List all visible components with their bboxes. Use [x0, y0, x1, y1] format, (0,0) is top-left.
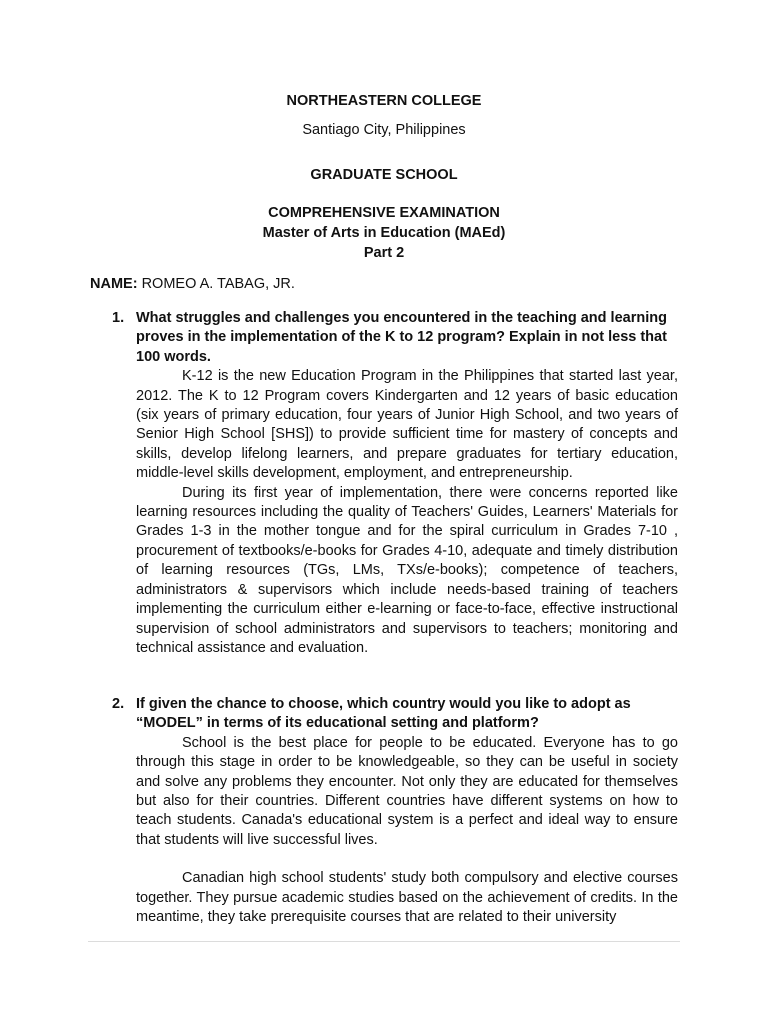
- question-text: What struggles and challenges you encountered in the teaching and learning proves in the implementation of the K to 12 program? Explain in not less that 100 words.: [136, 310, 667, 365]
- college-name: NORTHEASTERN COLLEGE: [286, 93, 482, 109]
- part-label: Part 2: [363, 245, 405, 261]
- answer-paragraph: School is the best place for people to be educated. Everyone has to go through this stage in order to be knowledgeable, so they can be useful in society and solve any problems they encounter. Not only they are educated for themselves but also for their countries. Different countries have different systems on how to teach students. Canada's educational system is a perfect and ideal way to ensure that students will live successful lives.: [136, 734, 678, 848]
- name-line: [90, 276, 295, 292]
- question-number: 2.: [112, 696, 125, 712]
- college-location: Santiago City, Philippines: [302, 122, 466, 138]
- answer-paragraph: K-12 is the new Education Program in the Philippines that started last year, 2012. The K to 12 Program covers Kindergarten and 12 years of basic education (six years of primary education, four years of Junior High School, and two years of Senior High School [SHS]) to provide sufficient time for mastery of concepts and skills, develop lifelong learners, and prepare graduates for tertiary education, middle-level skills development, employment, and entrepreneurship.: [136, 368, 678, 482]
- name-value: ROMEO A. TABAG, JR.: [141, 276, 295, 292]
- school-name: GRADUATE SCHOOL: [310, 167, 458, 183]
- exam-heading: [0, 203, 768, 263]
- answer-paragraph: Canadian high school students' study both compulsory and elective courses together. They pursue academic studies based on the achievement of credits. In the meantime, they take prerequisite courses that are related to their university: [136, 870, 678, 926]
- question-2: [112, 695, 678, 927]
- question-text: If given the chance to choose, which country would you like to adopt as “MODEL” in terms of its educational setting and platform?: [136, 696, 631, 732]
- question-1: [112, 309, 678, 658]
- question-number: 1.: [112, 310, 125, 326]
- program-title: Master of Arts in Education (MAEd): [262, 225, 506, 241]
- page-divider: [88, 941, 680, 942]
- answer-paragraph: During its first year of implementation, there were concerns reported like learning resources including the quality of Teachers' Guides, Learners' Materials for Grades 1-3 in the mother tongue and for the spiral curriculum in Grades 7-10 , procurement of textbooks/e-books for Grades 4-10, adequate and timely distribution of learning resources (TGs, LMs, TXs/e-books); competence of teachers, administrators & supervisors which include needs-based training of teachers implementing the curriculum either e-learning or face-to-face, effective instructional supervision of school administrators and supervisors to teachers; monitoring and technical assistance and evaluation.: [136, 484, 678, 656]
- exam-title: COMPREHENSIVE EXAMINATION: [268, 205, 500, 221]
- name-label: NAME:: [90, 276, 138, 292]
